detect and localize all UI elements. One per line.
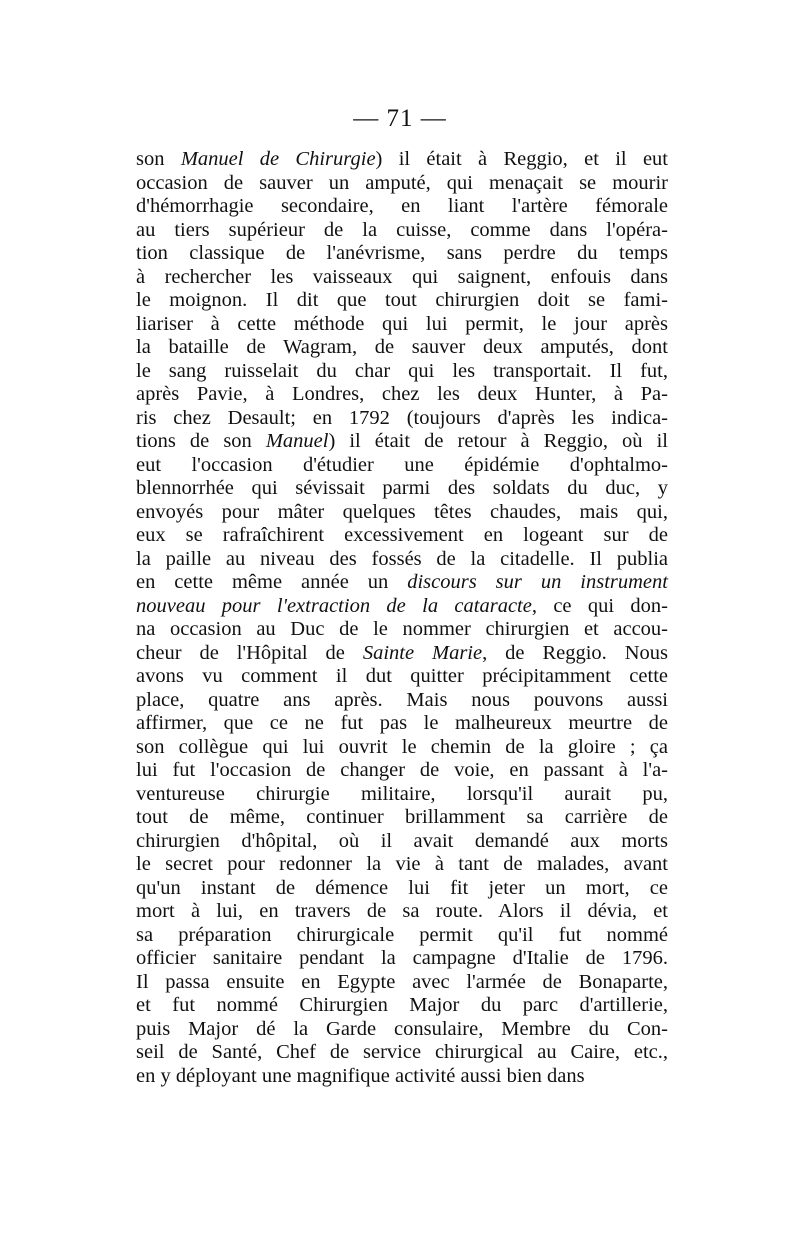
text-line: [136, 219, 668, 243]
text-segment: son: [136, 148, 181, 170]
text-line: [136, 1018, 668, 1042]
text-segment: et fut nommé Chirurgien Major du parc d'artillerie,: [136, 994, 668, 1016]
text-segment: d'hémorrhagie secondaire, en liant l'artère fémorale: [136, 195, 668, 217]
text-line: [136, 148, 668, 172]
text-segment: ventureuse chirurgie militaire, lorsqu'il aurait pu,: [136, 782, 668, 805]
text-segment: le secret pour redonner la vie à tant de malades, avant: [136, 853, 668, 875]
italic-text: Manuel: [265, 430, 329, 452]
text-segment: la bataille de Wagram, de sauver deux amputés, dont: [136, 336, 668, 358]
text-line: [136, 336, 668, 360]
text-segment: le sang ruisselait du char qui les transportait. Il fut,: [136, 359, 668, 382]
text-line: [136, 877, 668, 901]
text-segment: tions de son: [136, 430, 266, 452]
text-line: [136, 736, 668, 760]
text-segment: occasion de sauver un amputé, qui menaçait se mourir: [136, 171, 668, 194]
text-line: [136, 454, 668, 478]
text-segment: officier sanitaire pendant la campagne d'Italie de 1796.: [136, 947, 668, 969]
text-line: [136, 783, 668, 807]
text-line: [136, 430, 668, 454]
text-segment: puis Major dé la Garde consulaire, Membre du Con-: [136, 1017, 668, 1040]
text-line: [136, 994, 668, 1018]
text-segment: son collègue qui lui ouvrit le chemin de la gloire ; ça: [136, 735, 668, 758]
text-line: [136, 1065, 668, 1089]
text-line: [136, 383, 668, 407]
italic-text: Manuel de Chirurgie: [180, 148, 376, 170]
italic-text: discours sur un instrument: [407, 571, 668, 593]
text-segment: cheur de l'Hôpital de: [136, 641, 363, 664]
text-line: [136, 971, 668, 995]
text-segment: au tiers supérieur de la cuisse, comme dans l'opéra-: [136, 218, 668, 241]
text-line: [136, 689, 668, 713]
body-text: [136, 148, 668, 1088]
text-line: [136, 571, 668, 595]
text-segment: chirurgien d'hôpital, où il avait demandé aux morts: [136, 829, 668, 852]
text-line: [136, 524, 668, 548]
text-segment: tout de même, continuer brillamment sa carrière de: [136, 806, 668, 828]
text-segment: en y déployant une magnifique activité aussi bien dans: [136, 1064, 585, 1087]
text-segment: , de Reggio. Nous: [482, 641, 668, 664]
text-line: [136, 242, 668, 266]
text-line: [136, 289, 668, 313]
text-line: [136, 924, 668, 948]
text-segment: avons vu comment il dut quitter précipitamment cette: [136, 665, 668, 687]
text-segment: eux se rafraîchirent excessivement en logeant sur de: [136, 524, 668, 546]
text-line: [136, 665, 668, 689]
text-segment: sa préparation chirurgicale permit qu'il fut nommé: [136, 923, 668, 946]
text-line: [136, 900, 668, 924]
text-line: [136, 830, 668, 854]
text-segment: en cette même année un: [136, 571, 408, 593]
text-segment: à rechercher les vaisseaux qui saignent, enfouis dans: [136, 265, 668, 288]
text-segment: lui fut l'occasion de changer de voie, en passant à l'a-: [136, 759, 668, 781]
italic-text: Sainte Marie: [362, 641, 483, 664]
text-segment: seil de Santé, Chef de service chirurgical au Caire, etc.,: [136, 1041, 668, 1063]
text-line: [136, 195, 668, 219]
text-line: [136, 853, 668, 877]
text-line: [136, 806, 668, 830]
text-segment: liariser à cette méthode qui lui permit, le jour après: [136, 312, 668, 335]
text-line: [136, 172, 668, 196]
text-segment: na occasion au Duc de le nommer chirurgien et accou-: [136, 618, 668, 640]
text-segment: qu'un instant de démence lui fit jeter un mort, ce: [136, 876, 668, 899]
text-segment: place, quatre ans après. Mais nous pouvons aussi: [136, 688, 668, 711]
text-line: [136, 759, 668, 783]
text-line: [136, 360, 668, 384]
text-segment: mort à lui, en travers de sa route. Alors il dévia, et: [136, 900, 668, 922]
text-segment: , ce qui don-: [531, 594, 668, 617]
text-line: [136, 595, 668, 619]
text-segment: eut l'occasion d'étudier une épidémie d'ophtalmo-: [136, 453, 668, 476]
text-line: [136, 1041, 668, 1065]
text-line: [136, 266, 668, 290]
text-line: [136, 313, 668, 337]
text-segment: tion classique de l'anévrisme, sans perdre du temps: [136, 242, 668, 264]
text-segment: le moignon. Il dit que tout chirurgien doit se fami-: [136, 289, 668, 311]
text-segment: ) il était à Reggio, et il eut: [375, 148, 668, 170]
italic-text: nouveau pour l'extraction de la cataracte: [136, 594, 532, 617]
text-line: [136, 947, 668, 971]
text-line: [136, 501, 668, 525]
text-line: [136, 477, 668, 501]
text-segment: ris chez Desault; en 1792 (toujours d'après les indica-: [136, 406, 668, 429]
text-line: [136, 407, 668, 431]
text-line: [136, 618, 668, 642]
text-segment: la paille au niveau des fossés de la citadelle. Il publia: [136, 547, 668, 570]
text-line: [136, 642, 668, 666]
text-segment: blennorrhée qui sévissait parmi des soldats du duc, y: [136, 477, 668, 499]
page-number: — 71 —: [353, 105, 447, 132]
text-segment: envoyés pour mâter quelques têtes chaudes, mais qui,: [136, 500, 668, 523]
text-segment: ) il était de retour à Reggio, où il: [328, 430, 668, 452]
text-line: [136, 712, 668, 736]
text-segment: affirmer, que ce ne fut pas le malheureux meurtre de: [136, 712, 668, 734]
text-line: [136, 548, 668, 572]
text-segment: Il passa ensuite en Egypte avec l'armée de Bonaparte,: [136, 970, 668, 993]
text-segment: après Pavie, à Londres, chez les deux Hunter, à Pa-: [136, 383, 668, 405]
